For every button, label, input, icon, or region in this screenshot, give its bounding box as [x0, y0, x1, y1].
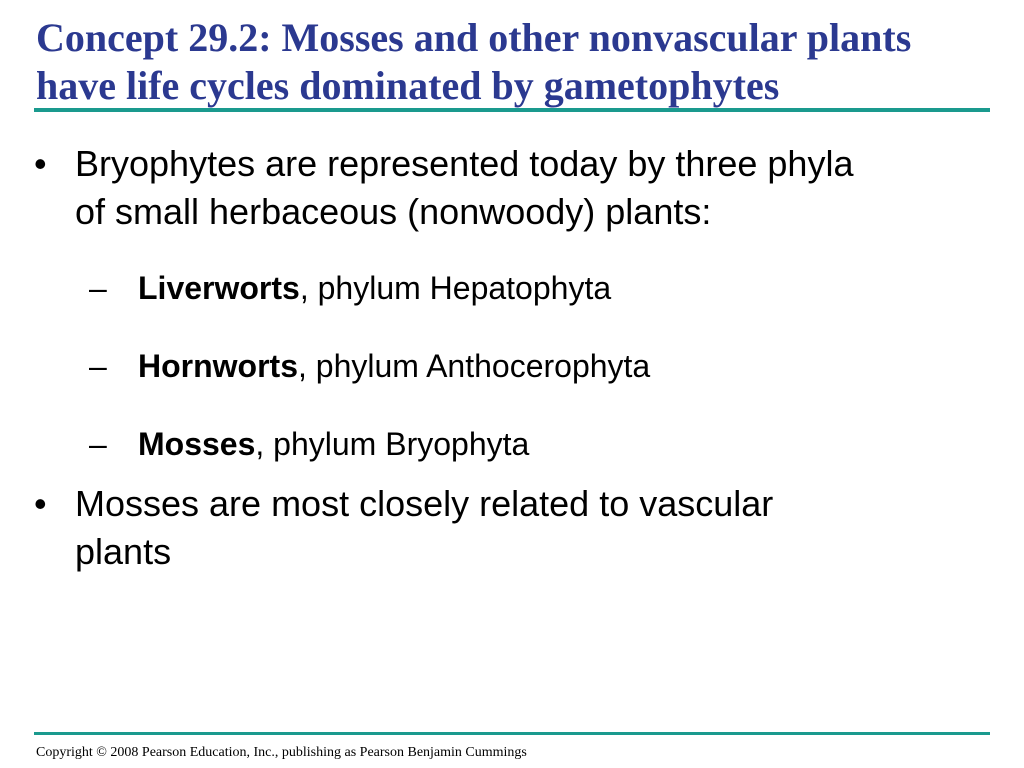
sub-item-hornworts: [34, 346, 974, 386]
sub-item-description: , phylum Anthocerophyta: [298, 348, 651, 384]
sub-item-term: Mosses: [138, 426, 256, 462]
bullet-text-line-1: Bryophytes are represented today by three phyla: [75, 143, 854, 184]
sub-item-description: , phylum Bryophyta: [255, 426, 530, 462]
sub-bullet-mark: –: [89, 348, 107, 384]
bullet-text-line-2: plants: [75, 531, 172, 572]
sub-item-term: Hornworts: [138, 348, 298, 384]
sub-item-description: , phylum Hepatophyta: [299, 270, 612, 306]
bullet-text: [75, 140, 974, 236]
bullet-item-mosses-related: [34, 480, 974, 576]
sub-item-term: Liverworts: [138, 270, 300, 306]
sub-bullet-mark: –: [89, 426, 107, 462]
footer-divider: [34, 732, 990, 735]
bullet-mark: •: [34, 143, 47, 184]
bullet-mark: •: [34, 483, 47, 524]
copyright-footer: Copyright © 2008 Pearson Education, Inc., publishing as Pearson Benjamin Cummings: [36, 745, 527, 760]
sub-bullet-mark: –: [89, 270, 107, 306]
sub-item-mosses: [34, 424, 974, 464]
bullet-text-line-1: Mosses are most closely related to vascular: [75, 483, 774, 524]
slide-title: [36, 14, 996, 110]
slide-body: [34, 140, 974, 576]
slide-title-line-1: Concept 29.2: Mosses and other nonvascular plants: [36, 15, 912, 60]
sub-item-liverworts: [34, 268, 974, 308]
slide-title-line-2: have life cycles dominated by gametophytes: [36, 63, 780, 108]
bullet-text-line-2: of small herbaceous (nonwoody) plants:: [75, 191, 712, 232]
bullet-text: [75, 480, 974, 576]
title-divider: [34, 108, 990, 112]
bullet-item-bryophytes: [34, 140, 974, 236]
